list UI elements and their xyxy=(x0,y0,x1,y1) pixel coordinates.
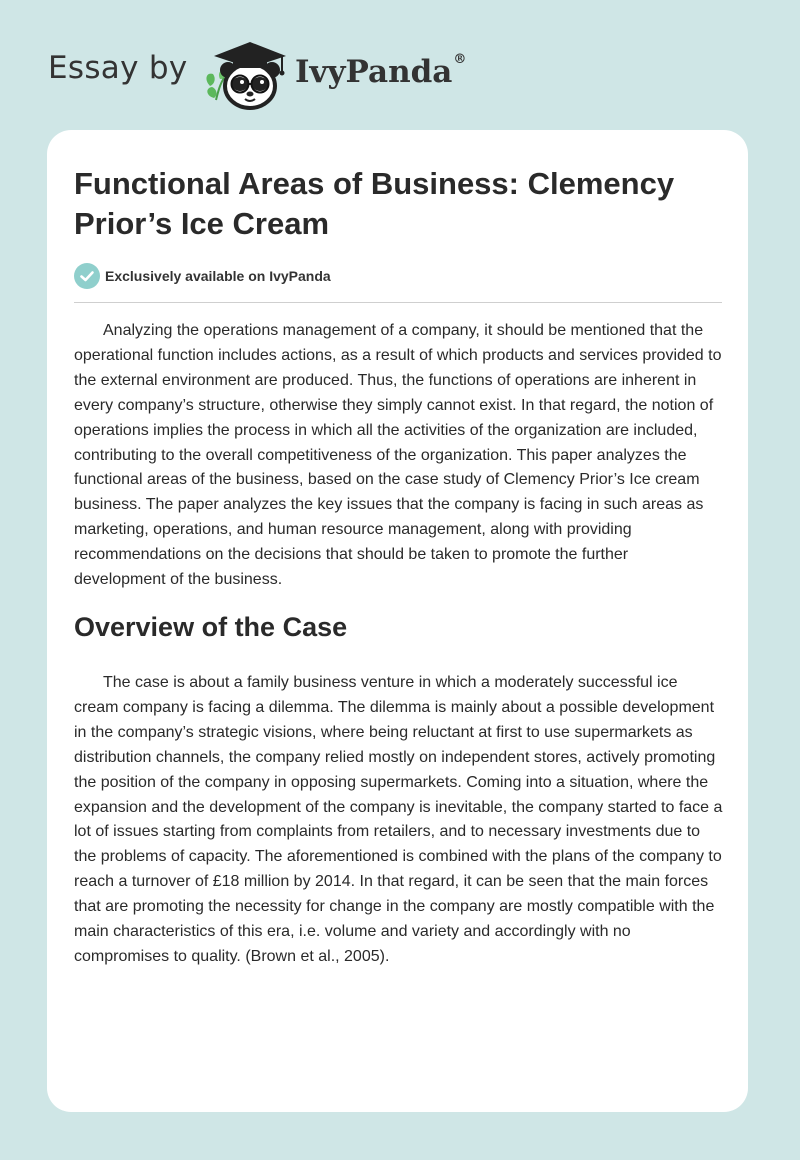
essay-title: Functional Areas of Business: Clemency Prior’s Ice Cream xyxy=(74,166,675,241)
title-divider xyxy=(74,302,722,303)
registered-mark: ® xyxy=(453,52,467,67)
intro-paragraph: Analyzing the operations management of a company, it should be mentioned that the operational function includes actions, as a result of which products and services provided to the external environment are produced. Thus, the functions of operations are inherent in every company’s structure, otherwise they simply cannot exist. In that regard, the notion of operations implies the process in which all the activities of the organization are included, contributing to the overall competitiveness of the organization. This paper analyzes the functional areas of the business, based on the case study of Clemency Prior’s Ice cream business. The paper analyzes the key issues that the company is facing in such areas as marketing, operations, and human resource management, along with providing recommendations on the decisions that should be taken to promote the further development of the business. xyxy=(74,322,722,589)
essay-card xyxy=(47,130,748,1112)
essay-by-label: Essay by xyxy=(48,50,188,86)
exclusive-badge-label: Exclusively available on IvyPanda xyxy=(105,268,331,284)
brand-text: IvyPanda xyxy=(295,54,453,90)
overview-paragraph: The case is about a family business venture in which a moderately successful ice cream company is facing a dilemma. The dilemma is mainly about a possible development in the company’s strategic visions, where being reluctant at first to use supermarkets as distribution channels, the company relied mostly on independent stores, actively promoting the position of the company in opposing supermarkets. Coming into a situation, where the expansion and the development of the company is inevitable, the company started to face a lot of issues starting from complaints from retailers, and to necessary investments due to the problems of capacity. The aforementioned is combined with the plans of the company to reach a turnover of £18 million by 2014. In that regard, it can be seen that the main forces that are promoting the necessity for change in the company are mostly compatible with the main characteristics of this era, i.e. volume and variety and accordingly with no compromises to quality. (Brown et al., 2005). xyxy=(74,674,723,965)
site-header xyxy=(48,30,488,110)
panda-graduate-logo-icon[interactable] xyxy=(200,34,292,110)
section-heading: Overview of the Case xyxy=(74,612,348,642)
check-circle-icon xyxy=(74,263,100,289)
brand-name[interactable] xyxy=(295,54,466,90)
